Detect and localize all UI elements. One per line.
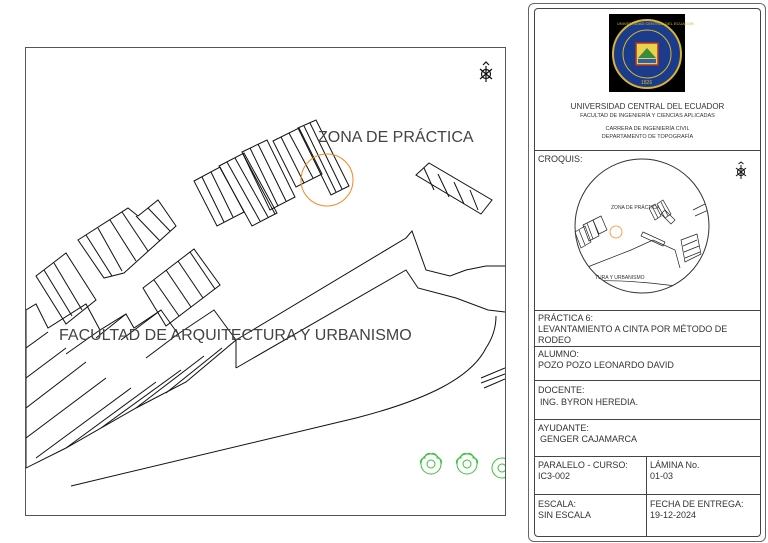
practice-title-2: RODEO <box>538 335 572 345</box>
trees <box>420 453 505 478</box>
zone-label: ZONA DE PRÁCTICA <box>318 129 474 146</box>
divider <box>535 380 760 381</box>
scale-label: ESCALA: <box>538 499 577 509</box>
north-arrow-icon <box>480 62 492 82</box>
divider <box>535 419 760 420</box>
divider <box>535 494 760 495</box>
croquis-sketch <box>535 150 760 310</box>
building-block-1 <box>194 167 244 226</box>
building-left-b <box>78 200 176 278</box>
title-block <box>534 8 761 537</box>
building-block-3 <box>242 140 295 210</box>
site-plan-drawing <box>26 48 505 515</box>
sheet-label: LÁMINA No. <box>650 460 700 470</box>
building-left-a <box>36 253 96 324</box>
date-label: FECHA DE ENTREGA: <box>650 499 744 509</box>
divider <box>535 456 760 457</box>
tree-icon <box>456 453 477 474</box>
walkway-inner <box>236 270 505 368</box>
course-value: IC3-002 <box>538 471 571 481</box>
course-label: PARALELO - CURSO: <box>538 460 628 470</box>
divider <box>535 310 760 311</box>
building-label: FACULTAD DE ARQUITECTURA Y URBANISMO <box>59 327 412 344</box>
croquis-zone-label: ZONA DE PRÁCTICA <box>611 205 660 211</box>
career-name: CARRERA DE INGENIERÍA CIVIL <box>605 126 690 132</box>
practice-label: PRÁCTICA 6: <box>538 313 594 323</box>
practice-zone-circle <box>301 154 353 206</box>
tree-icon <box>492 458 505 478</box>
student-label: ALUMNO: <box>538 349 580 359</box>
tree-icon <box>420 453 441 474</box>
teacher-label: DOCENTE: <box>538 385 585 395</box>
logo-text: UNIVERSIDAD CENTRAL DEL ECUADOR <box>617 21 694 26</box>
scale-value: SIN ESCALA <box>538 510 592 520</box>
university-name: UNIVERSIDAD CENTRAL DEL ECUADOR <box>570 102 725 111</box>
logo-year: 1826 <box>641 80 653 86</box>
divider-vertical <box>646 456 647 536</box>
north-arrow-icon <box>736 162 746 179</box>
sheet-value: 01-03 <box>650 471 674 481</box>
date-value: 19-12-2024 <box>650 510 697 520</box>
faculty-name: FACULTAD DE INGENIERÍA Y CIENCIAS APLICADAS <box>580 113 715 119</box>
student-name: POZO POZO LEONARDO DAVID <box>538 360 674 370</box>
croquis-label: CROQUIS: <box>538 154 583 164</box>
assistant-name: GENGER CAJAMARCA <box>540 434 638 444</box>
divider <box>535 346 760 347</box>
assistant-label: AYUDANTE: <box>538 423 589 433</box>
site-plan <box>25 47 506 516</box>
croquis-building-label: TURA Y URBANISMO <box>595 275 645 281</box>
practice-title-1: LEVANTAMIENTO A CINTA POR MÉTODO DE <box>538 324 728 334</box>
walkway-outline <box>236 231 505 340</box>
university-logo <box>609 14 694 92</box>
teacher-name: ING. BYRON HEREDIA. <box>540 397 639 407</box>
department-name: DEPARTAMENTO DE TOPOGRAFÍA <box>601 134 694 140</box>
building-block-6 <box>416 163 492 214</box>
